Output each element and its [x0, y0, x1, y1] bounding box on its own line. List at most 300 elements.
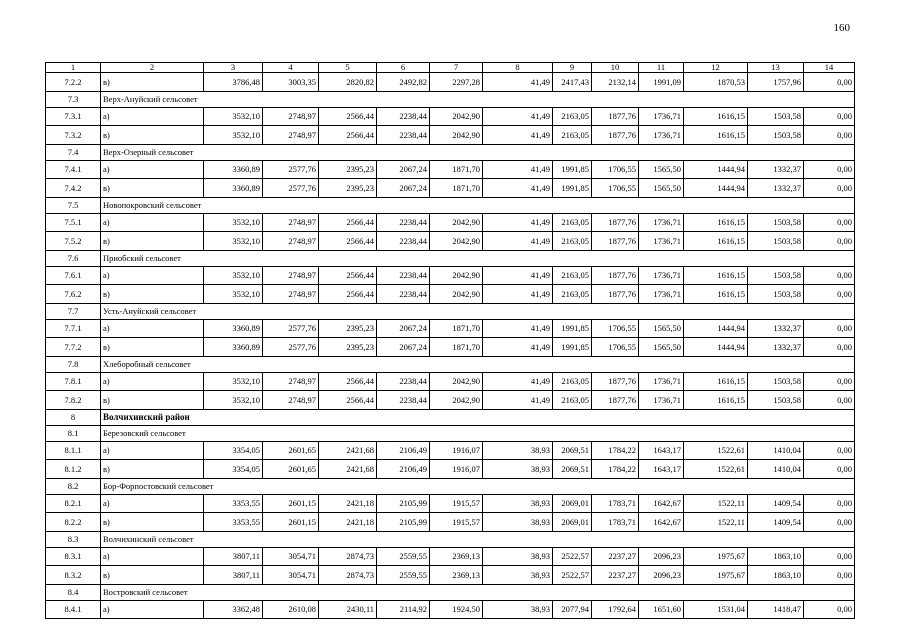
column-header: 10 — [592, 63, 639, 73]
value-cell: 3353,55 — [204, 513, 263, 532]
value-cell: 2421,18 — [319, 513, 377, 532]
value-cell: 2566,44 — [319, 285, 377, 304]
value-cell: 2874,73 — [319, 566, 377, 585]
value-cell: 41,49 — [483, 266, 553, 285]
value-cell: 2163,05 — [553, 372, 592, 391]
section-row — [46, 478, 855, 494]
value-cell: 2566,44 — [319, 372, 377, 391]
value-cell: 1877,76 — [592, 126, 639, 145]
value-cell: 0,00 — [804, 460, 855, 479]
table-row — [46, 372, 855, 391]
value-cell: 1863,10 — [748, 547, 804, 566]
value-cell: 2238,44 — [377, 126, 430, 145]
value-cell: 2566,44 — [319, 266, 377, 285]
value-cell: 1784,22 — [592, 441, 639, 460]
row-subitem: а) — [101, 547, 204, 566]
value-cell: 2163,05 — [553, 391, 592, 410]
value-cell: 1871,70 — [430, 160, 483, 179]
tariff-table — [45, 62, 855, 619]
value-cell: 2421,18 — [319, 494, 377, 513]
row-number: 7.7.2 — [46, 338, 101, 357]
value-cell: 1565,50 — [639, 319, 684, 338]
value-cell: 2748,97 — [263, 391, 319, 410]
value-cell: 3786,48 — [204, 73, 263, 92]
value-cell: 1531,04 — [684, 600, 748, 619]
value-cell: 1444,94 — [684, 179, 748, 198]
value-cell: 1736,71 — [639, 285, 684, 304]
value-cell: 2238,44 — [377, 266, 430, 285]
table-row — [46, 319, 855, 338]
value-cell: 2105,99 — [377, 494, 430, 513]
row-number: 8.3 — [46, 531, 101, 547]
value-cell: 3807,11 — [204, 547, 263, 566]
row-number: 7.7 — [46, 303, 101, 319]
row-subitem: в) — [101, 285, 204, 304]
row-subitem: а) — [101, 494, 204, 513]
value-cell: 1332,37 — [748, 319, 804, 338]
row-subitem: в) — [101, 73, 204, 92]
value-cell: 2042,90 — [430, 126, 483, 145]
value-cell: 2566,44 — [319, 232, 377, 251]
value-cell: 0,00 — [804, 107, 855, 126]
value-cell: 1736,71 — [639, 232, 684, 251]
value-cell: 38,93 — [483, 513, 553, 532]
value-cell: 2067,24 — [377, 338, 430, 357]
value-cell: 2395,23 — [319, 179, 377, 198]
row-number: 7.8.1 — [46, 372, 101, 391]
value-cell: 41,49 — [483, 338, 553, 357]
table-row — [46, 513, 855, 532]
value-cell: 0,00 — [804, 391, 855, 410]
row-number: 7.5.2 — [46, 232, 101, 251]
value-cell: 2096,23 — [639, 566, 684, 585]
table-row — [46, 338, 855, 357]
value-cell: 41,49 — [483, 319, 553, 338]
value-cell: 2748,97 — [263, 107, 319, 126]
row-number: 8.2 — [46, 478, 101, 494]
value-cell: 1991,85 — [553, 160, 592, 179]
value-cell: 2106,49 — [377, 460, 430, 479]
value-cell: 2601,65 — [263, 460, 319, 479]
value-cell: 1877,76 — [592, 391, 639, 410]
row-subitem: в) — [101, 179, 204, 198]
value-cell: 2748,97 — [263, 285, 319, 304]
column-header: 1 — [46, 63, 101, 73]
section-row — [46, 303, 855, 319]
value-cell: 3354,05 — [204, 460, 263, 479]
value-cell: 1503,58 — [748, 391, 804, 410]
value-cell: 0,00 — [804, 319, 855, 338]
value-cell: 2067,24 — [377, 319, 430, 338]
value-cell: 1503,58 — [748, 232, 804, 251]
value-cell: 2601,15 — [263, 494, 319, 513]
value-cell: 3360,89 — [204, 179, 263, 198]
value-cell: 1616,15 — [684, 232, 748, 251]
table-row — [46, 213, 855, 232]
value-cell: 1736,71 — [639, 107, 684, 126]
value-cell: 0,00 — [804, 441, 855, 460]
value-cell: 1651,60 — [639, 600, 684, 619]
row-subitem: в) — [101, 566, 204, 585]
row-number: 8.1.2 — [46, 460, 101, 479]
value-cell: 2163,05 — [553, 232, 592, 251]
value-cell: 2042,90 — [430, 107, 483, 126]
value-cell: 1871,70 — [430, 179, 483, 198]
value-cell: 1863,10 — [748, 566, 804, 585]
value-cell: 2522,57 — [553, 566, 592, 585]
value-cell: 3054,71 — [263, 566, 319, 585]
value-cell: 2042,90 — [430, 285, 483, 304]
value-cell: 3360,89 — [204, 160, 263, 179]
row-number: 8.2.1 — [46, 494, 101, 513]
value-cell: 1522,61 — [684, 441, 748, 460]
row-number: 7.2.2 — [46, 73, 101, 92]
value-cell: 1736,71 — [639, 372, 684, 391]
value-cell: 1616,15 — [684, 391, 748, 410]
value-cell: 1616,15 — [684, 213, 748, 232]
district-row — [46, 409, 855, 425]
value-cell: 41,49 — [483, 107, 553, 126]
section-name: Востровский сельсовет — [101, 584, 855, 600]
value-cell: 2559,55 — [377, 547, 430, 566]
district-name: Волчихинский район — [101, 409, 855, 425]
value-cell: 1877,76 — [592, 266, 639, 285]
value-cell: 1991,85 — [553, 338, 592, 357]
value-cell: 0,00 — [804, 160, 855, 179]
value-cell: 1991,09 — [639, 73, 684, 92]
row-subitem: а) — [101, 213, 204, 232]
value-cell: 2163,05 — [553, 266, 592, 285]
column-header: 9 — [553, 63, 592, 73]
table-row — [46, 391, 855, 410]
value-cell: 2748,97 — [263, 232, 319, 251]
value-cell: 1503,58 — [748, 285, 804, 304]
value-cell: 1877,76 — [592, 213, 639, 232]
section-name: Волчихинский сельсовет — [101, 531, 855, 547]
value-cell: 41,49 — [483, 179, 553, 198]
value-cell: 1706,55 — [592, 338, 639, 357]
section-name: Хлеборобный сельсовет — [101, 356, 855, 372]
value-cell: 1784,22 — [592, 460, 639, 479]
value-cell: 1757,96 — [748, 73, 804, 92]
value-cell: 38,93 — [483, 441, 553, 460]
value-cell: 1565,50 — [639, 179, 684, 198]
section-name: Новопокровский сельсовет — [101, 197, 855, 213]
row-number: 8.4.1 — [46, 600, 101, 619]
row-number: 7.4 — [46, 144, 101, 160]
table-row — [46, 600, 855, 619]
value-cell: 0,00 — [804, 179, 855, 198]
value-cell: 0,00 — [804, 547, 855, 566]
value-cell: 0,00 — [804, 513, 855, 532]
value-cell: 2748,97 — [263, 266, 319, 285]
value-cell: 2430,11 — [319, 600, 377, 619]
value-cell: 1736,71 — [639, 391, 684, 410]
value-cell: 1991,85 — [553, 179, 592, 198]
value-cell: 2163,05 — [553, 213, 592, 232]
value-cell: 2067,24 — [377, 179, 430, 198]
value-cell: 1736,71 — [639, 213, 684, 232]
value-cell: 1736,71 — [639, 266, 684, 285]
value-cell: 1975,67 — [684, 566, 748, 585]
value-cell: 2238,44 — [377, 107, 430, 126]
row-number: 8.2.2 — [46, 513, 101, 532]
value-cell: 41,49 — [483, 73, 553, 92]
column-header: 11 — [639, 63, 684, 73]
row-number: 7.6 — [46, 250, 101, 266]
section-name: Березовский сельсовет — [101, 425, 855, 441]
value-cell: 2238,44 — [377, 391, 430, 410]
row-number: 7.4.2 — [46, 179, 101, 198]
value-cell: 38,93 — [483, 494, 553, 513]
value-cell: 2417,43 — [553, 73, 592, 92]
value-cell: 38,93 — [483, 547, 553, 566]
value-cell: 3360,89 — [204, 338, 263, 357]
row-subitem: в) — [101, 126, 204, 145]
value-cell: 2601,15 — [263, 513, 319, 532]
value-cell: 1565,50 — [639, 338, 684, 357]
value-cell: 3354,05 — [204, 441, 263, 460]
value-cell: 2042,90 — [430, 391, 483, 410]
value-cell: 38,93 — [483, 600, 553, 619]
value-cell: 3532,10 — [204, 213, 263, 232]
value-cell: 2421,68 — [319, 460, 377, 479]
value-cell: 1332,37 — [748, 160, 804, 179]
value-cell: 41,49 — [483, 160, 553, 179]
value-cell: 1643,17 — [639, 441, 684, 460]
value-cell: 1410,04 — [748, 460, 804, 479]
row-number: 8 — [46, 409, 101, 425]
value-cell: 2237,27 — [592, 547, 639, 566]
table-row — [46, 107, 855, 126]
value-cell: 1736,71 — [639, 126, 684, 145]
value-cell: 2238,44 — [377, 232, 430, 251]
value-cell: 0,00 — [804, 285, 855, 304]
row-subitem: в) — [101, 232, 204, 251]
value-cell: 38,93 — [483, 460, 553, 479]
row-number: 7.6.1 — [46, 266, 101, 285]
value-cell: 1871,70 — [430, 319, 483, 338]
table-row — [46, 547, 855, 566]
value-cell: 2421,68 — [319, 441, 377, 460]
value-cell: 2522,57 — [553, 547, 592, 566]
value-cell: 1916,07 — [430, 441, 483, 460]
value-cell: 41,49 — [483, 391, 553, 410]
row-number: 7.3 — [46, 91, 101, 107]
value-cell: 1877,76 — [592, 232, 639, 251]
value-cell: 41,49 — [483, 232, 553, 251]
value-cell: 1409,54 — [748, 494, 804, 513]
row-number: 8.4 — [46, 584, 101, 600]
value-cell: 2369,13 — [430, 566, 483, 585]
value-cell: 2114,92 — [377, 600, 430, 619]
value-cell: 1522,61 — [684, 460, 748, 479]
value-cell: 2105,99 — [377, 513, 430, 532]
value-cell: 1792,64 — [592, 600, 639, 619]
value-cell: 3532,10 — [204, 285, 263, 304]
section-row — [46, 531, 855, 547]
row-subitem: а) — [101, 372, 204, 391]
section-name: Верх-Ануйский сельсовет — [101, 91, 855, 107]
column-number-row — [46, 63, 855, 73]
value-cell: 2132,14 — [592, 73, 639, 92]
value-cell: 2577,76 — [263, 319, 319, 338]
value-cell: 1706,55 — [592, 179, 639, 198]
value-cell: 1915,57 — [430, 513, 483, 532]
table-row — [46, 494, 855, 513]
section-name: Бор-Форпостовский сельсовет — [101, 478, 855, 494]
row-number: 7.3.1 — [46, 107, 101, 126]
table-row — [46, 73, 855, 92]
row-number: 7.5.1 — [46, 213, 101, 232]
value-cell: 1706,55 — [592, 160, 639, 179]
value-cell: 2163,05 — [553, 285, 592, 304]
value-cell: 41,49 — [483, 213, 553, 232]
value-cell: 2559,55 — [377, 566, 430, 585]
column-header: 12 — [684, 63, 748, 73]
value-cell: 0,00 — [804, 266, 855, 285]
row-number: 8.1 — [46, 425, 101, 441]
value-cell: 38,93 — [483, 566, 553, 585]
row-subitem: в) — [101, 338, 204, 357]
value-cell: 1877,76 — [592, 285, 639, 304]
value-cell: 1643,17 — [639, 460, 684, 479]
value-cell: 1616,15 — [684, 107, 748, 126]
value-cell: 2874,73 — [319, 547, 377, 566]
value-cell: 0,00 — [804, 73, 855, 92]
value-cell: 1503,58 — [748, 266, 804, 285]
value-cell: 1522,11 — [684, 513, 748, 532]
row-subitem: в) — [101, 460, 204, 479]
section-row — [46, 91, 855, 107]
value-cell: 1877,76 — [592, 107, 639, 126]
section-row — [46, 250, 855, 266]
value-cell: 2237,27 — [592, 566, 639, 585]
value-cell: 3807,11 — [204, 566, 263, 585]
value-cell: 2610,08 — [263, 600, 319, 619]
value-cell: 2601,65 — [263, 441, 319, 460]
row-number: 7.4.1 — [46, 160, 101, 179]
row-number: 7.3.2 — [46, 126, 101, 145]
value-cell: 3532,10 — [204, 232, 263, 251]
value-cell: 2577,76 — [263, 338, 319, 357]
column-header: 2 — [101, 63, 204, 73]
value-cell: 1444,94 — [684, 338, 748, 357]
column-header: 13 — [748, 63, 804, 73]
value-cell: 1991,85 — [553, 319, 592, 338]
value-cell: 2069,51 — [553, 460, 592, 479]
value-cell: 2077,94 — [553, 600, 592, 619]
column-header: 4 — [263, 63, 319, 73]
value-cell: 1503,58 — [748, 213, 804, 232]
row-subitem: а) — [101, 319, 204, 338]
value-cell: 2042,90 — [430, 213, 483, 232]
value-cell: 2297,28 — [430, 73, 483, 92]
value-cell: 1522,11 — [684, 494, 748, 513]
value-cell: 2492,82 — [377, 73, 430, 92]
value-cell: 3362,48 — [204, 600, 263, 619]
table-row — [46, 160, 855, 179]
row-number: 7.5 — [46, 197, 101, 213]
value-cell: 1503,58 — [748, 372, 804, 391]
section-name: Приобский сельсовет — [101, 250, 855, 266]
table-row — [46, 179, 855, 198]
value-cell: 1706,55 — [592, 319, 639, 338]
row-number: 7.7.1 — [46, 319, 101, 338]
value-cell: 2395,23 — [319, 160, 377, 179]
value-cell: 1642,67 — [639, 494, 684, 513]
value-cell: 1565,50 — [639, 160, 684, 179]
value-cell: 2106,49 — [377, 441, 430, 460]
value-cell: 1916,07 — [430, 460, 483, 479]
section-row — [46, 425, 855, 441]
table-row — [46, 266, 855, 285]
value-cell: 3532,10 — [204, 107, 263, 126]
value-cell: 3353,55 — [204, 494, 263, 513]
value-cell: 1503,58 — [748, 107, 804, 126]
value-cell: 1503,58 — [748, 126, 804, 145]
value-cell: 2238,44 — [377, 285, 430, 304]
table-row — [46, 566, 855, 585]
value-cell: 41,49 — [483, 372, 553, 391]
value-cell: 1642,67 — [639, 513, 684, 532]
value-cell: 1418,47 — [748, 600, 804, 619]
table-row — [46, 285, 855, 304]
value-cell: 0,00 — [804, 600, 855, 619]
section-name: Верх-Озерный сельсовет — [101, 144, 855, 160]
column-header: 7 — [430, 63, 483, 73]
value-cell: 2042,90 — [430, 372, 483, 391]
row-subitem: а) — [101, 266, 204, 285]
row-number: 7.6.2 — [46, 285, 101, 304]
section-row — [46, 144, 855, 160]
value-cell: 2748,97 — [263, 213, 319, 232]
value-cell: 1332,37 — [748, 338, 804, 357]
row-subitem: а) — [101, 600, 204, 619]
value-cell: 2577,76 — [263, 160, 319, 179]
value-cell: 0,00 — [804, 213, 855, 232]
value-cell: 41,49 — [483, 285, 553, 304]
column-header: 6 — [377, 63, 430, 73]
value-cell: 0,00 — [804, 126, 855, 145]
row-subitem: в) — [101, 513, 204, 532]
value-cell: 1783,71 — [592, 494, 639, 513]
row-number: 8.1.1 — [46, 441, 101, 460]
table-body — [46, 63, 855, 619]
value-cell: 2395,23 — [319, 338, 377, 357]
value-cell: 2042,90 — [430, 266, 483, 285]
value-cell: 1444,94 — [684, 319, 748, 338]
value-cell: 2566,44 — [319, 126, 377, 145]
column-header: 14 — [804, 63, 855, 73]
value-cell: 3054,71 — [263, 547, 319, 566]
value-cell: 1616,15 — [684, 126, 748, 145]
value-cell: 1410,04 — [748, 441, 804, 460]
column-header: 8 — [483, 63, 553, 73]
column-header: 3 — [204, 63, 263, 73]
value-cell: 2748,97 — [263, 126, 319, 145]
value-cell: 1616,15 — [684, 285, 748, 304]
value-cell: 2067,24 — [377, 160, 430, 179]
column-header: 5 — [319, 63, 377, 73]
row-subitem: в) — [101, 391, 204, 410]
value-cell: 2748,97 — [263, 372, 319, 391]
value-cell: 2566,44 — [319, 391, 377, 410]
value-cell: 2042,90 — [430, 232, 483, 251]
value-cell: 3532,10 — [204, 372, 263, 391]
value-cell: 2566,44 — [319, 213, 377, 232]
value-cell: 1975,67 — [684, 547, 748, 566]
